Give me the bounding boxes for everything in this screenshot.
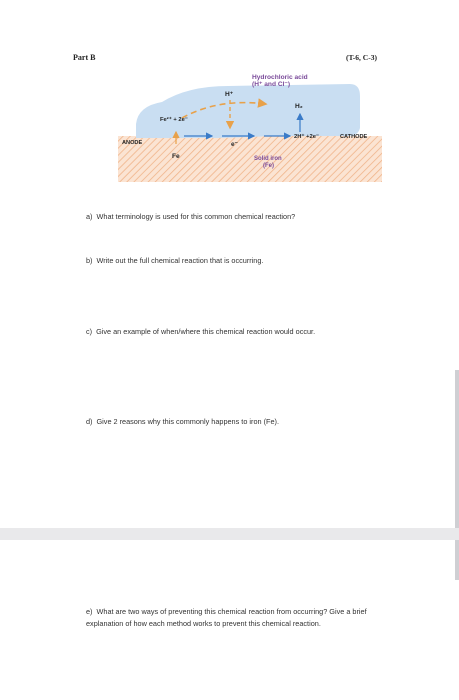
page-edge-shadow-2 xyxy=(455,540,459,580)
cathode-reaction-label: 2H⁺ +2e⁻ xyxy=(294,134,319,140)
solid-iron-label: Solid iron xyxy=(254,156,282,162)
acid-ions-label: (H⁺ and Cl⁻) xyxy=(252,81,291,88)
question-d xyxy=(86,416,279,428)
h2-label: H₂ xyxy=(295,103,303,110)
question-c-letter: c) xyxy=(86,327,93,336)
question-code: (T-6, C-3) xyxy=(346,53,377,62)
acid-droplet xyxy=(136,84,360,138)
question-b xyxy=(86,255,263,267)
question-d-text: Give 2 reasons why this commonly happens to iron (Fe). xyxy=(96,417,280,426)
fe-ion-label: Fe²⁺ + 2e⁻ xyxy=(160,117,188,123)
part-label: Part B xyxy=(73,53,96,62)
h-plus-label: H⁺ xyxy=(225,91,234,98)
solid-iron-symbol: (Fe) xyxy=(263,163,274,169)
question-c-text: Give an example of when/where this chemical reaction would occur. xyxy=(96,327,316,336)
electron-label: e⁻ xyxy=(231,141,238,148)
fe-label: Fe xyxy=(172,153,180,160)
question-c xyxy=(86,326,315,338)
question-a-text: What terminology is used for this common chemical reaction? xyxy=(96,212,296,221)
acid-label: Hydrochloric acid xyxy=(252,74,308,81)
question-b-text: Write out the full chemical reaction that is occurring. xyxy=(96,256,264,265)
iron-metal-region xyxy=(118,136,382,182)
question-a-letter: a) xyxy=(86,212,93,221)
question-d-letter: d) xyxy=(86,417,93,426)
page-edge-shadow xyxy=(455,370,459,528)
cathode-label: CATHODE xyxy=(340,134,368,140)
question-e-text: What are two ways of preventing this chemical reaction from occurring? Give a brief explanation of how each method works to prevent this chemical reaction. xyxy=(86,607,367,628)
anode-label: ANODE xyxy=(122,140,143,146)
question-e xyxy=(86,606,386,629)
question-b-letter: b) xyxy=(86,256,93,265)
question-a xyxy=(86,211,295,223)
corrosion-diagram xyxy=(118,70,382,182)
question-e-letter: e) xyxy=(86,607,93,616)
page-gap xyxy=(0,528,459,540)
